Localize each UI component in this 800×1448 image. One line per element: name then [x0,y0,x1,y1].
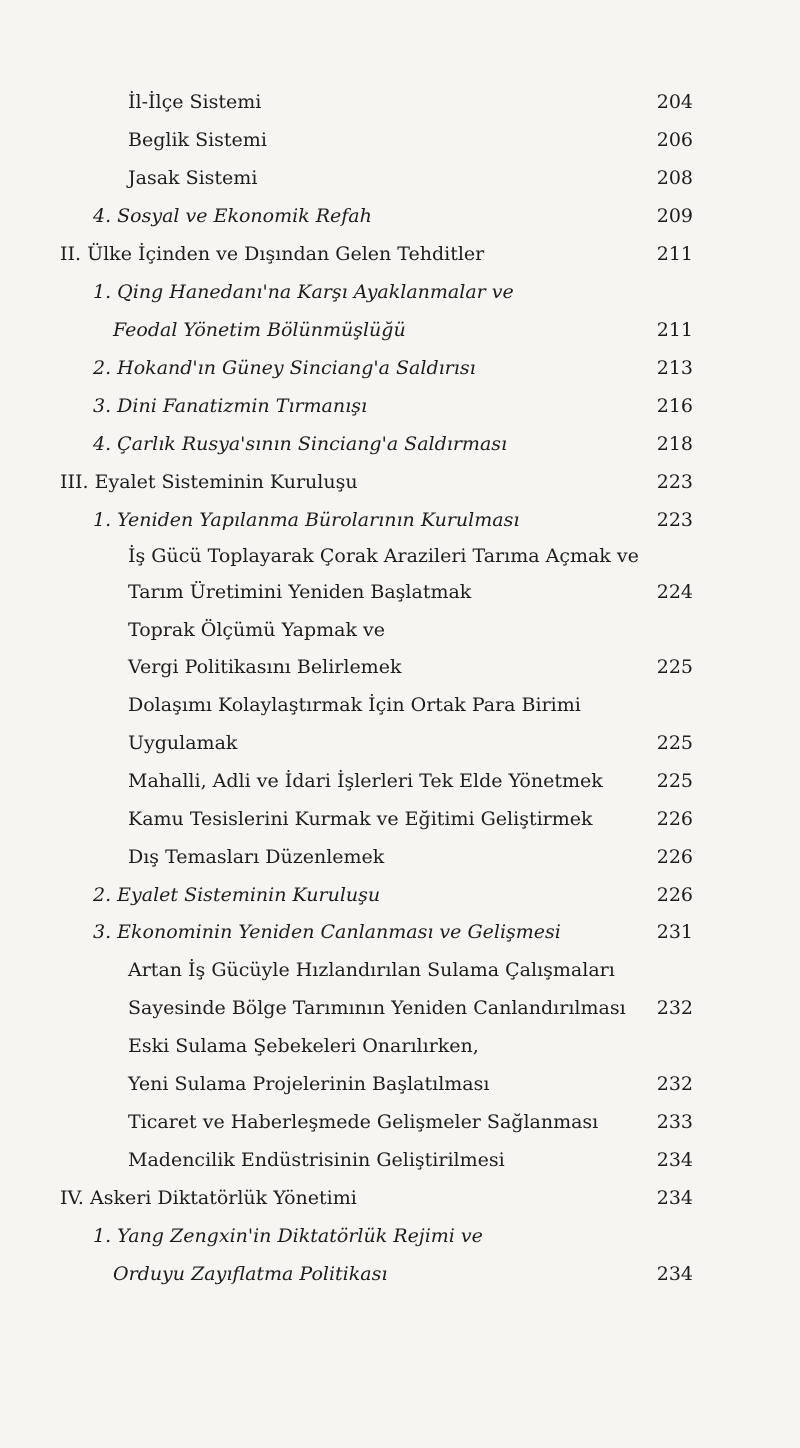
toc-page-number: 233 [656,1111,693,1133]
toc-page-number: 208 [656,167,693,189]
toc-entry-text: Dış Temasları Düzenlemek [128,846,385,868]
toc-page-number: 225 [656,732,693,754]
toc-page-number: 211 [656,243,693,265]
toc-page-number: 226 [656,808,693,830]
toc-page-number: 223 [656,509,693,531]
toc-page-number: 225 [656,656,693,678]
toc-page-number: 204 [656,91,693,113]
toc-entry-text: IV. Askeri Diktatörlük Yönetimi [60,1187,357,1209]
toc-entry-text: Artan İş Gücüyle Hızlandırılan Sulama Çalışmaları [128,959,615,981]
toc-entry-text: Mahalli, Adli ve İdari İşlerleri Tek Elde Yönetmek [128,770,603,792]
toc-page-number: 225 [656,770,693,792]
toc-entry-text: İş Gücü Toplayarak Çorak Arazileri Tarıma Açmak ve [128,545,639,567]
toc-entry-text: 1. Yeniden Yapılanma Bürolarının Kurulması [93,509,520,531]
toc-entry-text: Vergi Politikasını Belirlemek [128,656,402,678]
toc-entry-text: İl-İlçe Sistemi [128,91,262,113]
toc-page-number: 226 [656,884,693,906]
toc-page-number: 209 [656,205,693,227]
toc-page-number: 216 [656,395,693,417]
toc-page-number: 234 [656,1149,693,1171]
toc-entry-text: Tarım Üretimini Yeniden Başlatmak [128,581,472,603]
toc-page-number: 226 [656,846,693,868]
toc-page-number: 224 [656,581,693,603]
toc-entry-text: Toprak Ölçümü Yapmak ve [128,619,386,641]
toc-entry-text: Dolaşımı Kolaylaştırmak İçin Ortak Para Birimi [128,694,581,716]
toc-entry-text: Feodal Yönetim Bölünmüşlüğü [113,319,406,341]
toc-entry-text: 2. Hokand'ın Güney Sinciang'a Saldırısı [93,357,476,379]
toc-page-number: 211 [656,319,693,341]
toc-entry-text: 1. Yang Zengxin'in Diktatörlük Rejimi ve [93,1225,483,1247]
toc-entry-text: III. Eyalet Sisteminin Kuruluşu [60,471,358,493]
toc-entry-text: Ticaret ve Haberleşmede Gelişmeler Sağlanması [128,1111,599,1133]
toc-entry-text: Jasak Sistemi [128,167,258,189]
toc-page-number: 232 [656,997,693,1019]
toc-entry-text: Madencilik Endüstrisinin Geliştirilmesi [128,1149,505,1171]
toc-page-number: 218 [656,433,693,455]
toc-page-number: 234 [656,1263,693,1285]
toc-entry-text: II. Ülke İçinden ve Dışından Gelen Tehditler [60,243,485,265]
toc-entry-text: Kamu Tesislerini Kurmak ve Eğitimi Geliştirmek [128,808,593,830]
toc-page-number: 234 [656,1187,693,1209]
toc-entry-text: Uygulamak [128,732,238,754]
toc-page-number: 213 [656,357,693,379]
toc-entry-text: 3. Dini Fanatizmin Tırmanışı [93,395,368,417]
toc-entry-text: Eski Sulama Şebekeleri Onarılırken, [128,1035,479,1057]
toc-page-number: 223 [656,471,693,493]
toc-entry-text: 4. Sosyal ve Ekonomik Refah [93,205,372,227]
toc-page-number: 232 [656,1073,693,1095]
toc-page-number: 206 [656,129,693,151]
toc-page-number: 231 [656,921,693,943]
toc-entry-text: Beglik Sistemi [128,129,267,151]
toc-entry-text: Sayesinde Bölge Tarımının Yeniden Canlandırılması [128,997,626,1019]
toc-entry-text: Orduyu Zayıflatma Politikası [113,1263,388,1285]
toc-entry-text: 1. Qing Hanedanı'na Karşı Ayaklanmalar ve [93,281,514,303]
toc-entry-text: 4. Çarlık Rusya'sının Sinciang'a Saldırması [93,433,508,455]
toc-entry-text: 2. Eyalet Sisteminin Kuruluşu [93,884,381,906]
toc-entry-text: Yeni Sulama Projelerinin Başlatılması [128,1073,490,1095]
toc-entry-text: 3. Ekonominin Yeniden Canlanması ve Gelişmesi [93,921,561,943]
